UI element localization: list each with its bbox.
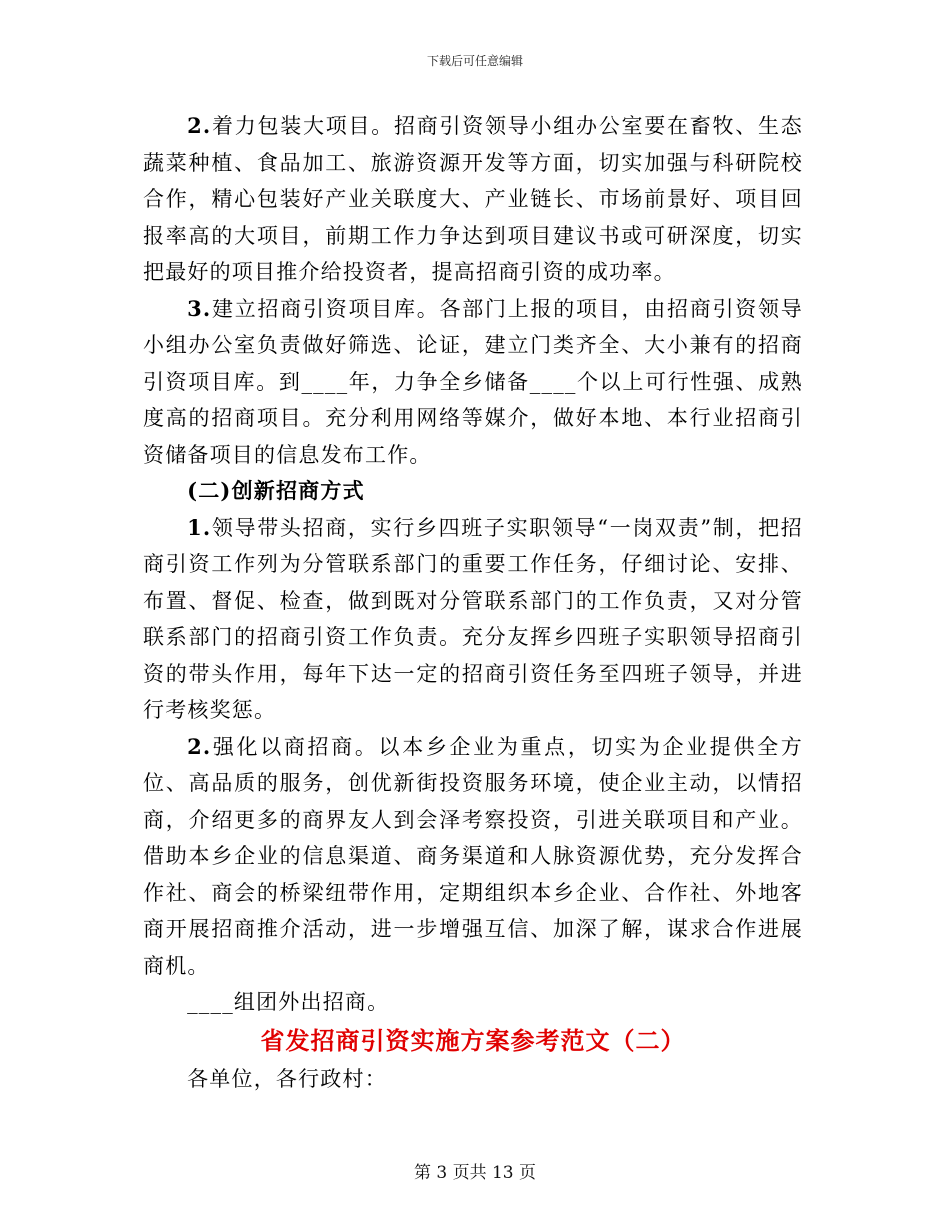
paragraph-text: 领导带头招商，实行乡四班子实职领导“一岗双责”制，把招商引资工作列为分管联系部门的重要工作任务，仔细讨论、安排、布置、督促、检查，做到既对分管联系部门的工作负责，又对分管联系部门的招商引资工作负责。充分友挥乡四班子实职领导招商引资的带头作用，每年下达一定的招商引资任务至四班子领导，并进行考核奖惩。 xyxy=(143,515,803,722)
paragraph-group-outreach: ____组团外出招商。 xyxy=(187,990,390,1014)
document-title: 省发招商引资实施方案参考范文（二） xyxy=(260,1025,686,1055)
section-heading: (二)创新招商方式 xyxy=(187,478,365,503)
document-body xyxy=(143,108,803,1098)
paragraph-package-projects xyxy=(143,108,803,291)
page-header-note: 下载后可任意编辑 xyxy=(426,54,523,68)
paragraph-leader-investment xyxy=(143,510,803,729)
paragraph-text: 强化以商招商。以本乡企业为重点，切实为企业提供全方位、高品质的服务，创优新街投资服务环境，使企业主动，以情招商，介绍更多的商界友人到会泽考察投资，引进关联项目和产业。借助本乡企业的信息渠道、商务渠道和人脉资源优势，充分发挥合作社、商会的桥梁纽带作用，定期组织本乡企业、合作社、外地客商开展招商推介活动，进一步增强互信、加深了解，谋求合作进展商机。 xyxy=(143,734,803,978)
paragraph-project-library xyxy=(143,291,803,474)
item-number: 1. xyxy=(187,514,212,540)
item-number: 2. xyxy=(187,113,212,138)
paragraph-text: 着力包装大项目。招商引资领导小组办公室要在畜牧、生态蔬菜种植、食品加工、旅游资源开发等方面，切实加强与科研院校合作，精心包装好产业关联度大、产业链长、市场前景好、项目回报率高的大项目，前期工作力争达到项目建议书或可研深度，切实把最好的项目推介给投资者，提高招商引资的成功率。 xyxy=(143,114,803,284)
page-number-footer: 第 3 页共 13 页 xyxy=(413,1163,537,1183)
paragraph-text: 建立招商引资项目库。各部门上报的项目，由招商引资领导小组办公室负责做好筛选、论证，建立门类齐全、大小兼有的招商引资项目库。到____年，力争全乡储备____个以上可行性强、成熟度高的招商项目。充分利用网络等媒介，做好本地、本行业招商引资储备项目的信息发布工作。 xyxy=(143,296,803,467)
item-number: 3. xyxy=(187,295,212,321)
item-number: 2. xyxy=(187,733,212,759)
paragraph-business-investment xyxy=(143,729,803,985)
greeting-line: 各单位，各行政村： xyxy=(187,1067,387,1091)
